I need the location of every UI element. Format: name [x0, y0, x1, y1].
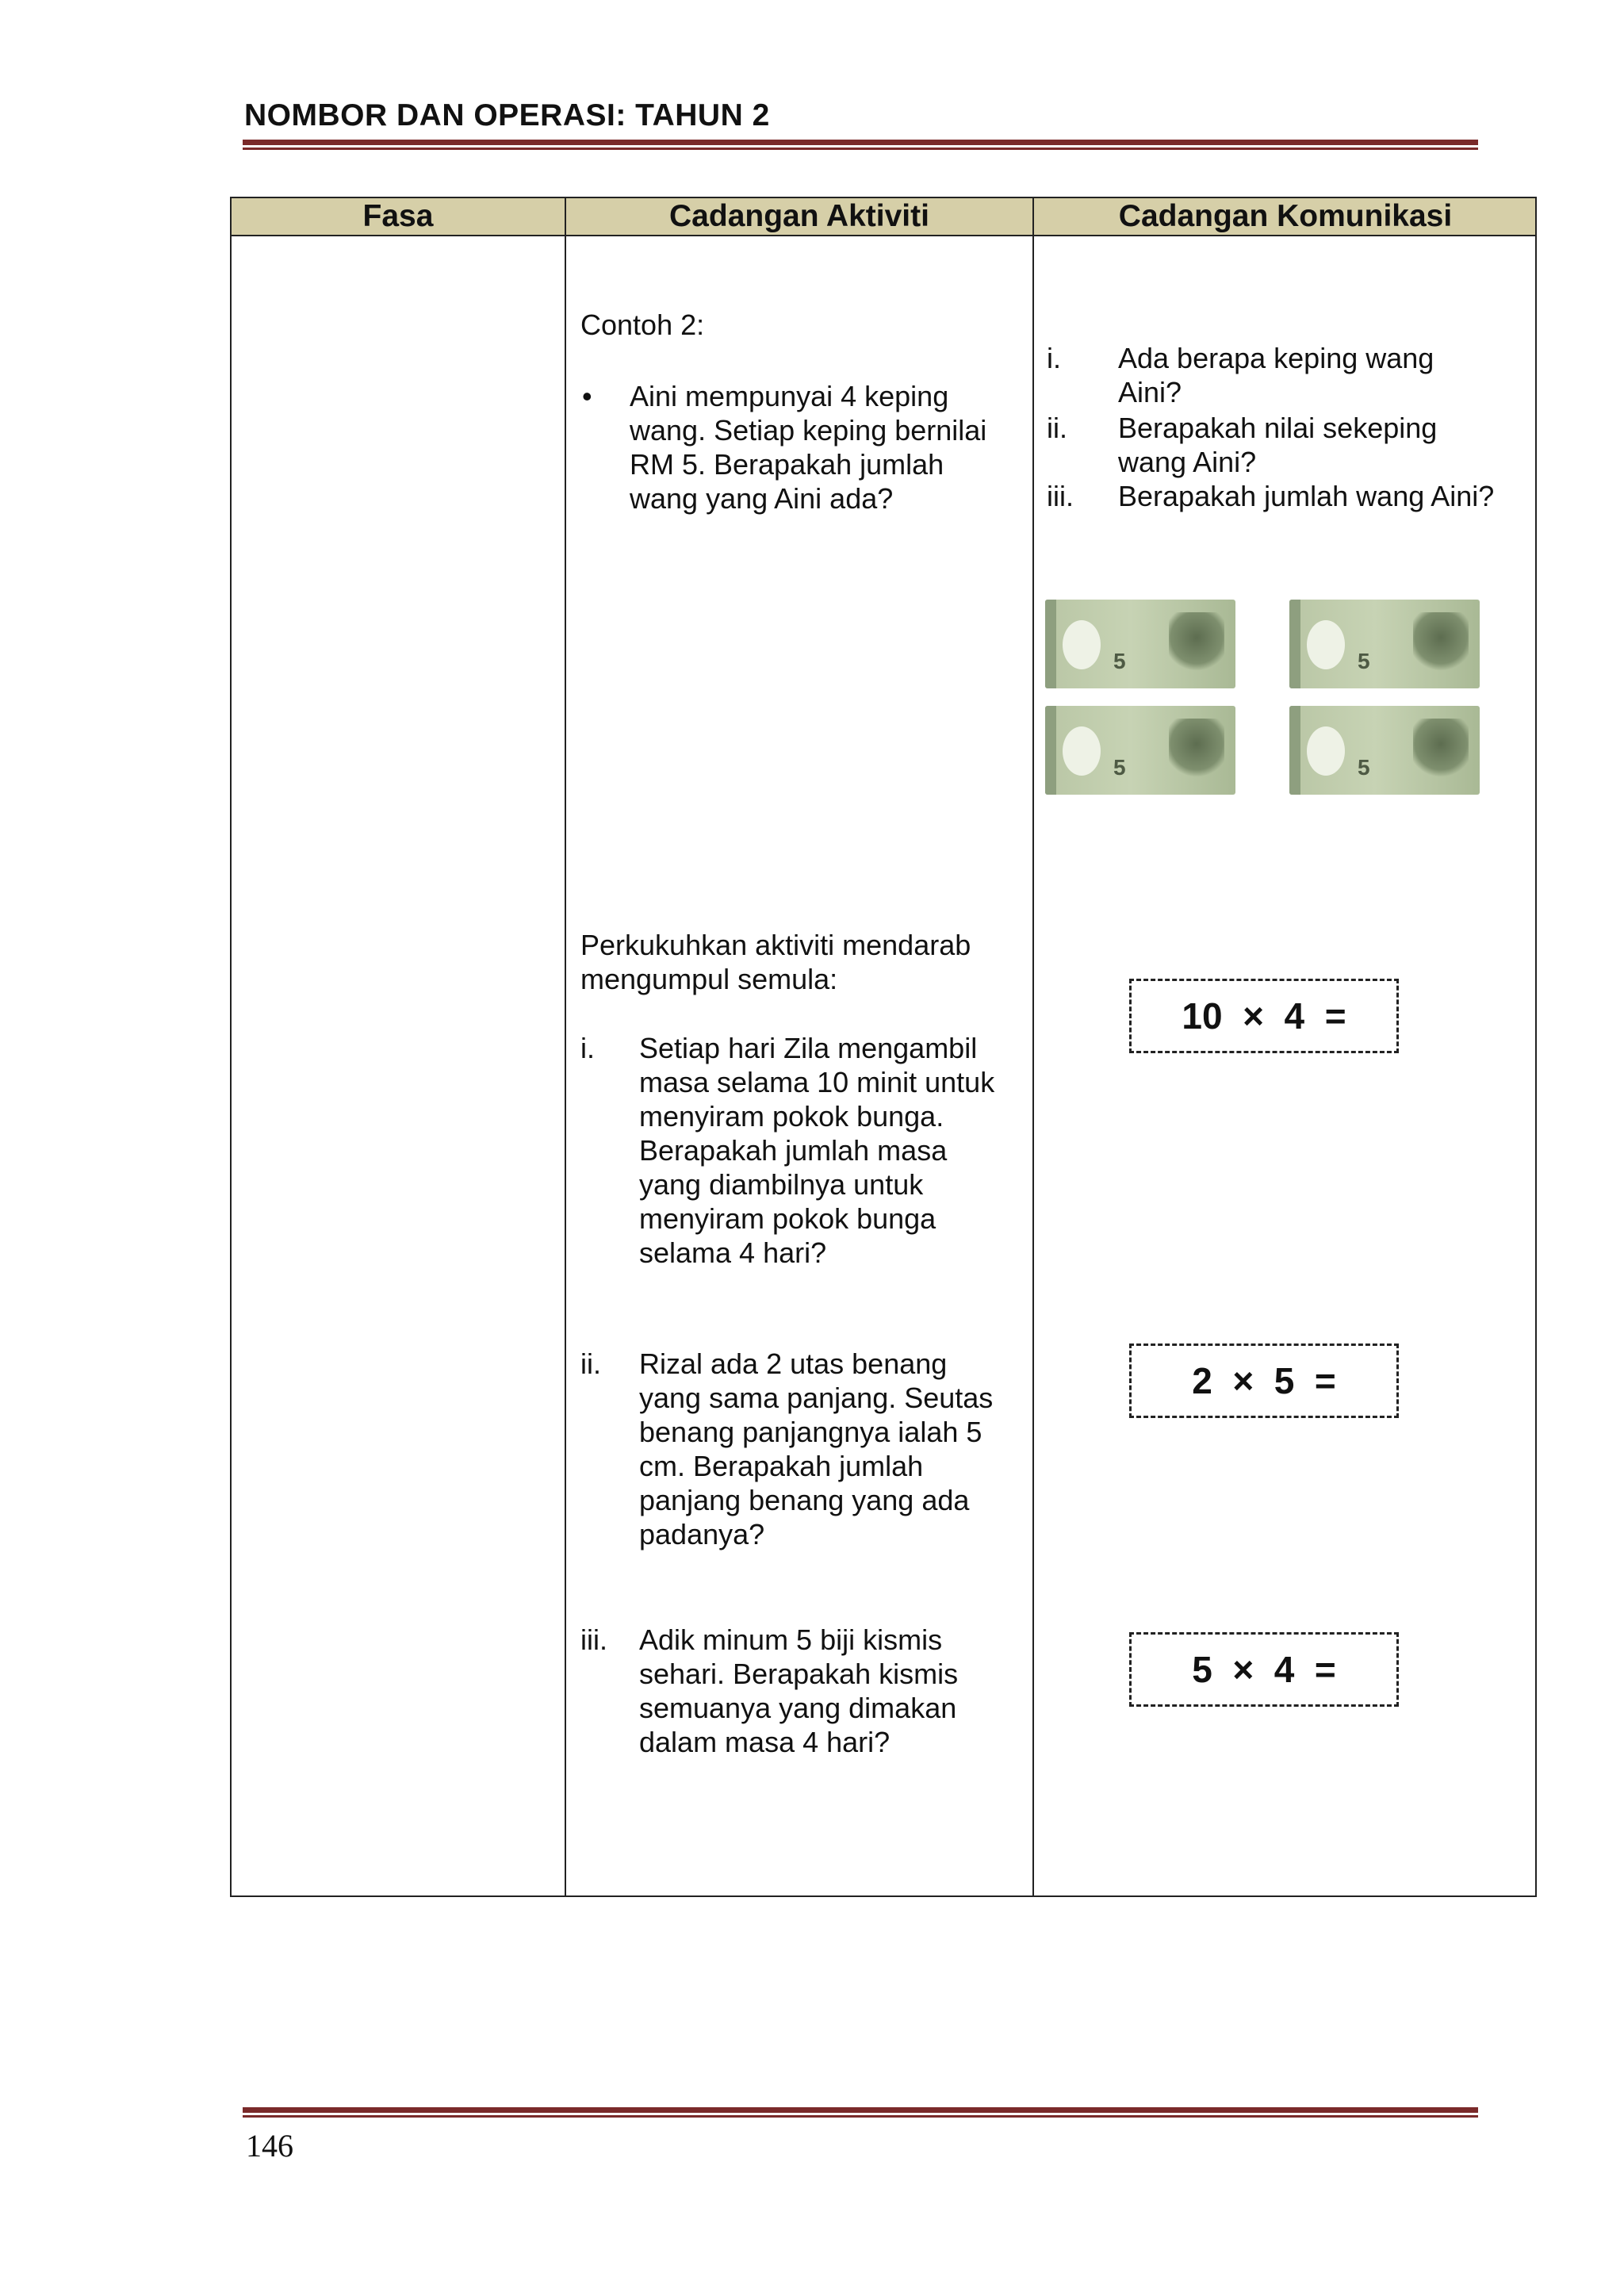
problem-line: yang sama panjang. Seutas: [639, 1382, 994, 1414]
page-header-title: NOMBOR DAN OPERASI: TAHUN 2: [244, 98, 770, 132]
header-rule-thin: [243, 148, 1478, 150]
problem-line: Berapakah jumlah masa: [639, 1134, 948, 1167]
banknote-denomination: 5: [1113, 649, 1126, 673]
header-cadangan-aktiviti: Cadangan Aktiviti: [669, 199, 929, 233]
banknote-denomination: 5: [1113, 755, 1126, 780]
problem-line: Adik minum 5 biji kismis: [639, 1623, 943, 1656]
problem-line: panjang benang yang ada: [639, 1484, 970, 1516]
lesson-table: [230, 197, 1537, 1897]
problem-line: cm. Berapakah jumlah: [639, 1450, 924, 1482]
rm5-banknote-image: [1289, 706, 1480, 795]
question-text: [1118, 411, 1437, 479]
page-number: 146: [246, 2128, 293, 2164]
footer-rule-thin: [243, 2115, 1478, 2118]
bullet-dot: •: [582, 380, 592, 412]
problem-line: masa selama 10 minit untuk: [639, 1066, 995, 1098]
problem-marker: ii.: [580, 1347, 601, 1380]
equation-box: 10 × 4 =: [1129, 979, 1399, 1053]
table-header-row: [232, 198, 1535, 236]
problem-line: semuanya yang dimakan: [639, 1692, 957, 1724]
problem-line: menyiram pokok bunga: [639, 1202, 936, 1235]
problem-line: benang panjangnya ialah 5: [639, 1416, 982, 1448]
problem-line: sehari. Berapakah kismis: [639, 1658, 959, 1690]
example-line: RM 5. Berapakah jumlah: [630, 448, 944, 481]
problem-line: selama 4 hari?: [639, 1236, 827, 1269]
question-text: [1118, 341, 1434, 409]
column-divider: [565, 198, 566, 1895]
question-line: Aini?: [1118, 376, 1182, 408]
problem-line: Rizal ada 2 utas benang: [639, 1347, 948, 1380]
reinforcement-line: Perkukuhkan aktiviti mendarab: [580, 929, 971, 961]
reinforcement-instruction: [580, 928, 971, 996]
header-rule: [243, 140, 1478, 145]
banknote-denomination: 5: [1358, 755, 1370, 780]
example-line: Aini mempunyai 4 keping: [630, 380, 949, 412]
question-marker: i.: [1047, 342, 1061, 374]
example-text: [630, 379, 986, 516]
reinforcement-line: mengumpul semula:: [580, 963, 838, 995]
question-line: Ada berapa keping wang: [1118, 342, 1434, 374]
problem-line: yang diambilnya untuk: [639, 1168, 924, 1201]
question-line: Berapakah nilai sekeping: [1118, 412, 1438, 444]
header-fasa: Fasa: [362, 199, 434, 233]
rm5-banknote-image: [1045, 600, 1235, 688]
example-line: wang yang Aini ada?: [630, 482, 894, 515]
question-line: wang Aini?: [1118, 446, 1257, 478]
question-marker: iii.: [1047, 480, 1074, 512]
problem-line: Setiap hari Zila mengambil: [639, 1032, 978, 1064]
equation-box: 5 × 4 =: [1129, 1632, 1399, 1707]
header-cadangan-komunikasi: Cadangan Komunikasi: [1118, 199, 1453, 233]
question-marker: ii.: [1047, 412, 1067, 444]
equation-box: 2 × 5 =: [1129, 1343, 1399, 1418]
example-heading: Contoh 2:: [580, 309, 705, 341]
banknote-denomination: 5: [1358, 649, 1370, 673]
column-divider: [1032, 198, 1034, 1895]
footer-rule: [243, 2107, 1478, 2113]
problem-marker: i.: [580, 1032, 595, 1064]
problem-text: [639, 1031, 994, 1270]
problem-text: [639, 1623, 958, 1759]
problem-marker: iii.: [580, 1623, 607, 1656]
problem-line: dalam masa 4 hari?: [639, 1726, 891, 1758]
problem-text: [639, 1347, 993, 1551]
problem-line: menyiram pokok bunga.: [639, 1100, 944, 1133]
example-line: wang. Setiap keping bernilai: [630, 414, 987, 447]
question-text: [1118, 479, 1494, 513]
rm5-banknote-image: [1045, 706, 1235, 795]
problem-line: padanya?: [639, 1518, 765, 1550]
rm5-banknote-image: [1289, 600, 1480, 688]
question-line: Berapakah jumlah wang Aini?: [1118, 480, 1495, 512]
